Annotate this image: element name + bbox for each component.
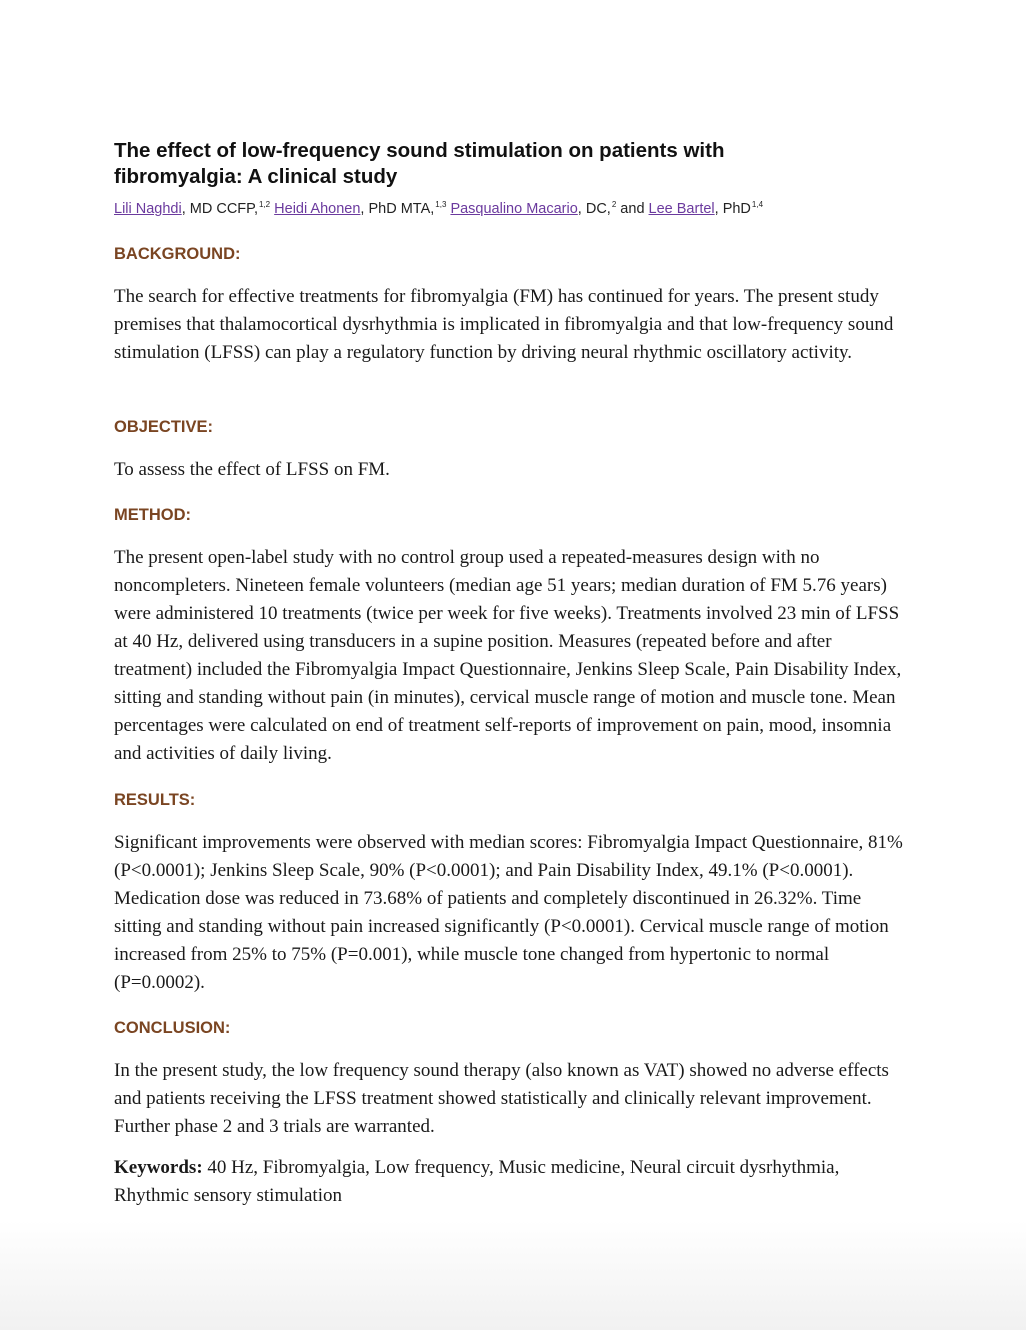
section-heading: CONCLUSION: [114, 1019, 231, 1037]
section-results [114, 790, 914, 997]
author-credentials: , PhD [714, 201, 751, 217]
section-text: The search for effective treatments for fibromyalgia (FM) has continued for years. The present study premises that thalamocortical dysrhythmia is implicated in fibromyalgia and that low-frequency sound stimulation (LFSS) can play a regulatory function by driving neural rhythmic oscillatory activity. [114, 286, 894, 363]
author-credentials: , DC, [577, 201, 611, 217]
section-objective [114, 417, 914, 484]
author-affiliation: 2 [611, 200, 617, 209]
keywords [114, 1154, 914, 1210]
section-method [114, 505, 914, 768]
author-list [114, 195, 914, 219]
author-link-naghdi[interactable]: Lili Naghdi [114, 201, 182, 217]
section-text: To assess the effect of LFSS on FM. [114, 459, 390, 480]
author-credentials: , PhD MTA, [360, 201, 435, 217]
section-heading: RESULTS: [114, 791, 196, 809]
keywords-label: Keywords: [114, 1157, 203, 1178]
keywords-list: 40 Hz, Fibromyalgia, Low frequency, Music medicine, Neural circuit dysrhythmia, Rhythmic sensory stimulation [114, 1157, 840, 1206]
author-credentials: , MD CCFP, [181, 201, 258, 217]
section-heading: BACKGROUND: [114, 245, 241, 263]
section-heading: OBJECTIVE: [114, 418, 214, 436]
section-conclusion [114, 1018, 914, 1141]
section-text: The present open-label study with no control group used a repeated-measures design with no noncompleters. Nineteen female volunteers (median age 51 years; median duration of FM 5.76 years) were administered 10 treatments (twice per week for five weeks). Treatments involved 23 min of LFSS at 40 Hz, delivered using transducers in a supine position. Measures (repeated before and after treatment) included the Fibromyalgia Impact Questionnaire, Jenkins Sleep Scale, Pain Disability Index, sitting and standing without pain (in minutes), cervical muscle range of motion and muscle tone. Mean percentages were calculated on end of treatment self-reports of improvement on pain, mood, insomnia and activities of daily living. [114, 547, 902, 764]
author-affiliation: 1,4 [751, 200, 764, 209]
author-affiliation: 1,2 [259, 200, 271, 209]
author-link-ahonen[interactable]: Heidi Ahonen [274, 201, 361, 217]
article-title: The effect of low-frequency sound stimulation on patients with fibromyalgia: A clinical study [114, 139, 725, 188]
author-link-bartel[interactable]: Lee Bartel [648, 201, 715, 217]
section-heading: METHOD: [114, 506, 191, 524]
author-affiliation: 1,3 [435, 200, 447, 209]
author-link-macario[interactable]: Pasqualino Macario [450, 201, 578, 217]
keywords-text [114, 1154, 914, 1210]
section-text: In the present study, the low frequency sound therapy (also known as VAT) showed no adverse effects and patients receiving the LFSS treatment showed statistically and clinically relevant improvement. Further phase 2 and 3 trials are warranted. [114, 1060, 889, 1137]
page-bottom-shade [0, 1220, 1026, 1330]
section-text: Significant improvements were observed with median scores: Fibromyalgia Impact Questionnaire, 81% (P<0.0001); Jenkins Sleep Scale, 90% (P<0.0001); and Pain Disability Index, 49.1% (P<0.0001). Medication dose was reduced in 73.68% of patients and completely discontinued in 26.32%. Time sitting and standing without pain increased significantly (P<0.0001). Cervical muscle range of motion increased from 25% to 75% (P=0.001), while muscle tone changed from hypertonic to normal (P=0.0002). [114, 832, 903, 993]
article-header [114, 138, 914, 219]
author-separator: and [616, 201, 649, 217]
section-background [114, 244, 914, 367]
